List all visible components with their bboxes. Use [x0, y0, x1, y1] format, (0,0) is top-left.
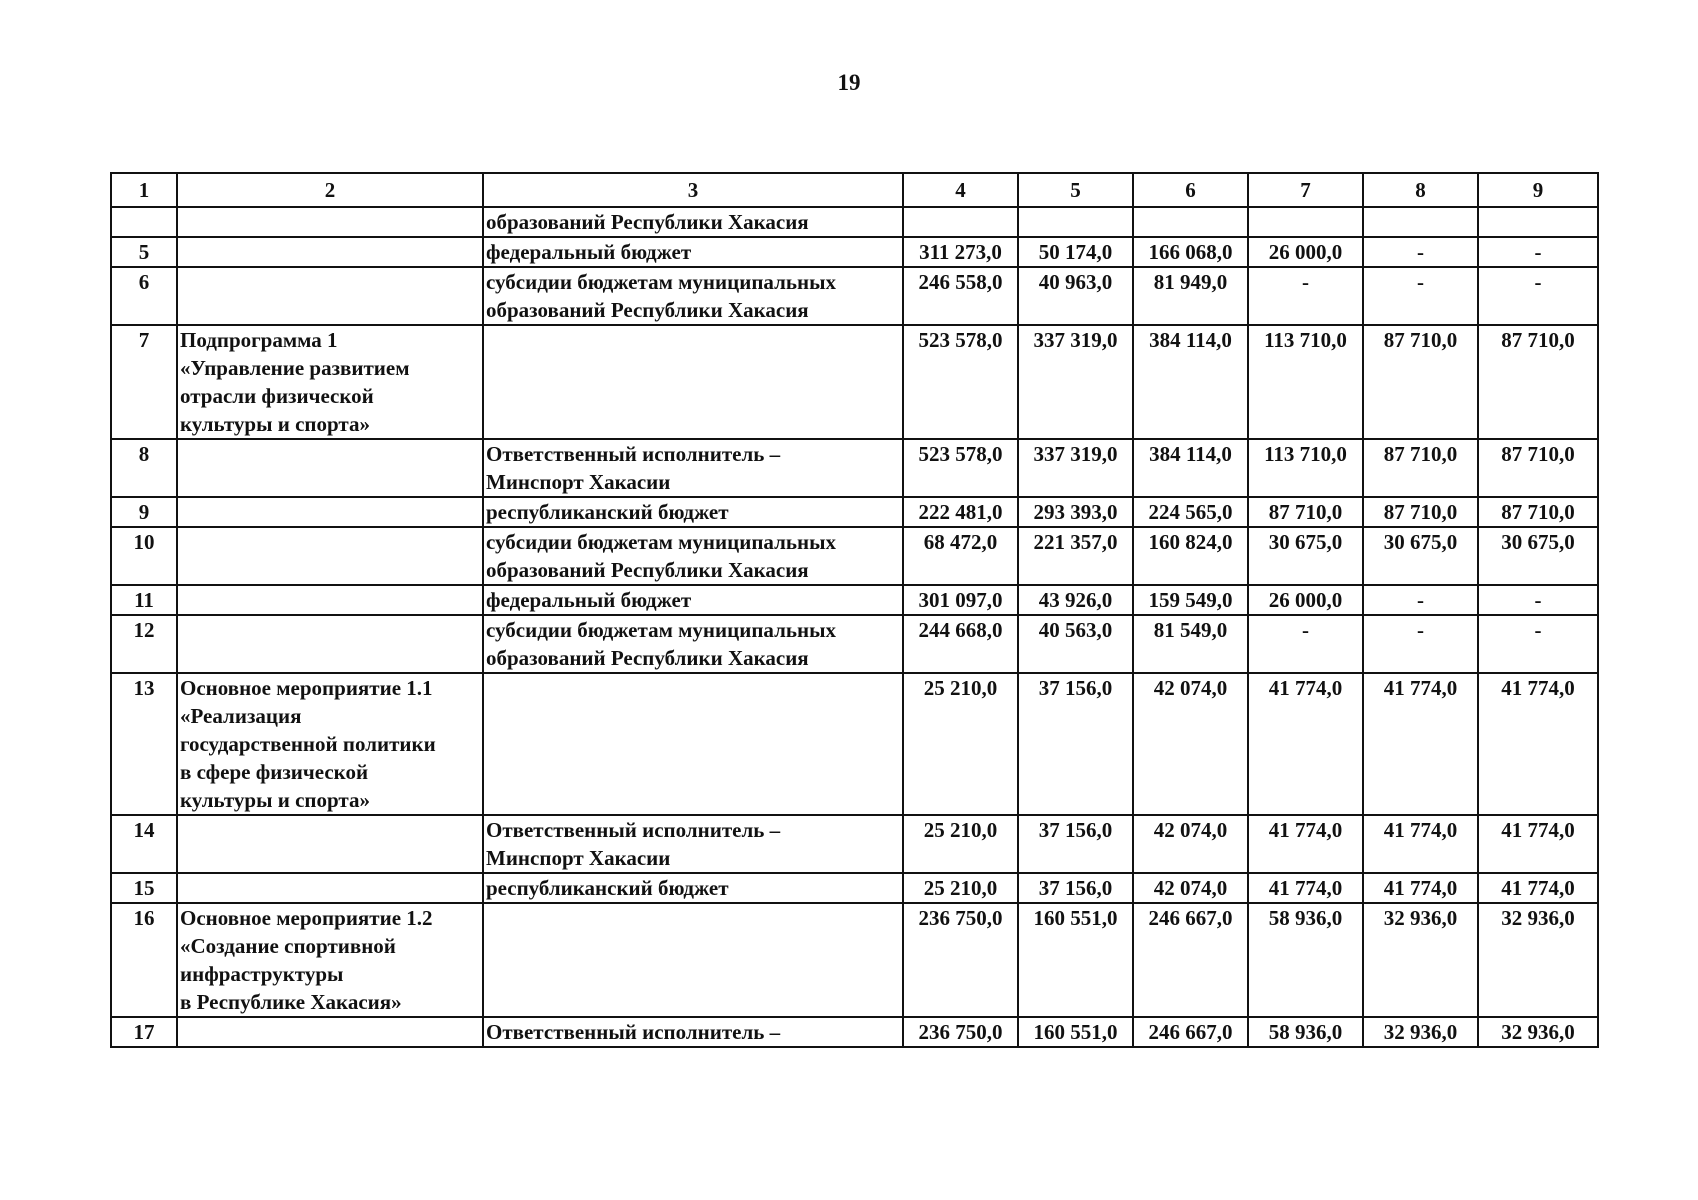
amount-cell: -: [1478, 267, 1598, 325]
funding-source-cell: [483, 903, 903, 1017]
amount-cell: 166 068,0: [1133, 237, 1248, 267]
amount-cell: 42 074,0: [1133, 815, 1248, 873]
program-name-cell: [177, 497, 483, 527]
amount-cell: 113 710,0: [1248, 325, 1363, 439]
amount-cell: 37 156,0: [1018, 873, 1133, 903]
amount-cell: 32 936,0: [1478, 903, 1598, 1017]
amount-cell: 224 565,0: [1133, 497, 1248, 527]
program-name-cell: [177, 873, 483, 903]
amount-cell: -: [1478, 585, 1598, 615]
amount-cell: 41 774,0: [1363, 673, 1478, 815]
column-header: 9: [1478, 173, 1598, 207]
row-number-cell: 10: [111, 527, 177, 585]
amount-cell: 50 174,0: [1018, 237, 1133, 267]
amount-cell: [1248, 207, 1363, 237]
program-name-cell: Подпрограмма 1 «Управление развитием отрасли физической культуры и спорта»: [177, 325, 483, 439]
funding-source-cell: Ответственный исполнитель –: [483, 1017, 903, 1047]
amount-cell: 58 936,0: [1248, 1017, 1363, 1047]
program-name-cell: [177, 527, 483, 585]
program-name-cell: [177, 585, 483, 615]
amount-cell: 40 963,0: [1018, 267, 1133, 325]
amount-cell: 37 156,0: [1018, 815, 1133, 873]
row-number-cell: 14: [111, 815, 177, 873]
amount-cell: 41 774,0: [1248, 873, 1363, 903]
amount-cell: 26 000,0: [1248, 585, 1363, 615]
amount-cell: 160 551,0: [1018, 903, 1133, 1017]
amount-cell: 40 563,0: [1018, 615, 1133, 673]
table-row: [111, 585, 1598, 615]
program-name-cell: [177, 615, 483, 673]
table-row: [111, 815, 1598, 873]
amount-cell: 236 750,0: [903, 1017, 1018, 1047]
amount-cell: 293 393,0: [1018, 497, 1133, 527]
amount-cell: 41 774,0: [1478, 815, 1598, 873]
amount-cell: 41 774,0: [1248, 673, 1363, 815]
funding-source-cell: субсидии бюджетам муниципальных образований Республики Хакасия: [483, 615, 903, 673]
amount-cell: 81 549,0: [1133, 615, 1248, 673]
funding-source-cell: [483, 673, 903, 815]
amount-cell: 42 074,0: [1133, 673, 1248, 815]
row-number-cell: [111, 207, 177, 237]
amount-cell: 68 472,0: [903, 527, 1018, 585]
table-row: [111, 903, 1598, 1017]
funding-source-cell: Ответственный исполнитель – Минспорт Хакасии: [483, 439, 903, 497]
table-row: [111, 615, 1598, 673]
row-number-cell: 16: [111, 903, 177, 1017]
amount-cell: 160 824,0: [1133, 527, 1248, 585]
row-number-cell: 8: [111, 439, 177, 497]
funding-source-cell: Ответственный исполнитель – Минспорт Хакасии: [483, 815, 903, 873]
table-row: [111, 207, 1598, 237]
table-row: [111, 873, 1598, 903]
amount-cell: 32 936,0: [1363, 1017, 1478, 1047]
table-header-row: [111, 173, 1598, 207]
amount-cell: 301 097,0: [903, 585, 1018, 615]
funding-source-cell: республиканский бюджет: [483, 497, 903, 527]
amount-cell: 41 774,0: [1363, 873, 1478, 903]
amount-cell: 221 357,0: [1018, 527, 1133, 585]
row-number-cell: 17: [111, 1017, 177, 1047]
column-header: 2: [177, 173, 483, 207]
row-number-cell: 13: [111, 673, 177, 815]
page-number: 19: [837, 70, 861, 95]
amount-cell: 159 549,0: [1133, 585, 1248, 615]
amount-cell: -: [1363, 585, 1478, 615]
table-row: [111, 237, 1598, 267]
amount-cell: [903, 207, 1018, 237]
amount-cell: 337 319,0: [1018, 439, 1133, 497]
amount-cell: 246 558,0: [903, 267, 1018, 325]
amount-cell: 30 675,0: [1363, 527, 1478, 585]
amount-cell: 246 667,0: [1133, 1017, 1248, 1047]
amount-cell: 87 710,0: [1363, 325, 1478, 439]
amount-cell: 26 000,0: [1248, 237, 1363, 267]
column-header: 7: [1248, 173, 1363, 207]
column-header: 3: [483, 173, 903, 207]
column-header: 4: [903, 173, 1018, 207]
row-number-cell: 7: [111, 325, 177, 439]
amount-cell: 87 710,0: [1478, 497, 1598, 527]
table-row: [111, 267, 1598, 325]
amount-cell: 384 114,0: [1133, 325, 1248, 439]
funding-source-cell: [483, 325, 903, 439]
amount-cell: 523 578,0: [903, 439, 1018, 497]
amount-cell: -: [1363, 615, 1478, 673]
budget-table: [110, 172, 1599, 1048]
amount-cell: 43 926,0: [1018, 585, 1133, 615]
amount-cell: -: [1363, 267, 1478, 325]
program-name-cell: [177, 815, 483, 873]
table-row: [111, 527, 1598, 585]
amount-cell: 30 675,0: [1248, 527, 1363, 585]
row-number-cell: 9: [111, 497, 177, 527]
amount-cell: 30 675,0: [1478, 527, 1598, 585]
funding-source-cell: субсидии бюджетам муниципальных образований Республики Хакасия: [483, 527, 903, 585]
table-row: [111, 1017, 1598, 1047]
amount-cell: 87 710,0: [1478, 325, 1598, 439]
column-header: 1: [111, 173, 177, 207]
amount-cell: [1018, 207, 1133, 237]
amount-cell: 25 210,0: [903, 873, 1018, 903]
amount-cell: 384 114,0: [1133, 439, 1248, 497]
program-name-cell: [177, 267, 483, 325]
funding-source-cell: федеральный бюджет: [483, 237, 903, 267]
program-name-cell: [177, 237, 483, 267]
amount-cell: 160 551,0: [1018, 1017, 1133, 1047]
amount-cell: 87 710,0: [1248, 497, 1363, 527]
funding-source-cell: образований Республики Хакасия: [483, 207, 903, 237]
amount-cell: 244 668,0: [903, 615, 1018, 673]
program-name-cell: Основное мероприятие 1.1 «Реализация государственной политики в сфере физической культуры и спорта»: [177, 673, 483, 815]
row-number-cell: 12: [111, 615, 177, 673]
row-number-cell: 15: [111, 873, 177, 903]
amount-cell: 222 481,0: [903, 497, 1018, 527]
amount-cell: [1478, 207, 1598, 237]
table-row: [111, 673, 1598, 815]
table-row: [111, 497, 1598, 527]
amount-cell: 81 949,0: [1133, 267, 1248, 325]
amount-cell: 41 774,0: [1248, 815, 1363, 873]
table-row: [111, 325, 1598, 439]
amount-cell: -: [1363, 237, 1478, 267]
program-name-cell: [177, 1017, 483, 1047]
row-number-cell: 5: [111, 237, 177, 267]
amount-cell: 25 210,0: [903, 815, 1018, 873]
amount-cell: 32 936,0: [1363, 903, 1478, 1017]
amount-cell: 42 074,0: [1133, 873, 1248, 903]
funding-source-cell: федеральный бюджет: [483, 585, 903, 615]
column-header: 6: [1133, 173, 1248, 207]
row-number-cell: 6: [111, 267, 177, 325]
amount-cell: 236 750,0: [903, 903, 1018, 1017]
amount-cell: 41 774,0: [1478, 673, 1598, 815]
amount-cell: 311 273,0: [903, 237, 1018, 267]
amount-cell: 87 710,0: [1363, 439, 1478, 497]
funding-source-cell: субсидии бюджетам муниципальных образований Республики Хакасия: [483, 267, 903, 325]
funding-source-cell: республиканский бюджет: [483, 873, 903, 903]
row-number-cell: 11: [111, 585, 177, 615]
amount-cell: 87 710,0: [1478, 439, 1598, 497]
amount-cell: 87 710,0: [1363, 497, 1478, 527]
program-name-cell: [177, 439, 483, 497]
amount-cell: [1133, 207, 1248, 237]
amount-cell: -: [1248, 615, 1363, 673]
amount-cell: 113 710,0: [1248, 439, 1363, 497]
amount-cell: 246 667,0: [1133, 903, 1248, 1017]
amount-cell: 25 210,0: [903, 673, 1018, 815]
column-header: 8: [1363, 173, 1478, 207]
amount-cell: 32 936,0: [1478, 1017, 1598, 1047]
program-name-cell: [177, 207, 483, 237]
amount-cell: -: [1248, 267, 1363, 325]
table-row: [111, 439, 1598, 497]
amount-cell: -: [1478, 237, 1598, 267]
amount-cell: -: [1478, 615, 1598, 673]
amount-cell: 37 156,0: [1018, 673, 1133, 815]
program-name-cell: Основное мероприятие 1.2 «Создание спортивной инфраструктуры в Республике Хакасия»: [177, 903, 483, 1017]
amount-cell: 523 578,0: [903, 325, 1018, 439]
column-header: 5: [1018, 173, 1133, 207]
amount-cell: 58 936,0: [1248, 903, 1363, 1017]
amount-cell: 41 774,0: [1363, 815, 1478, 873]
amount-cell: 337 319,0: [1018, 325, 1133, 439]
amount-cell: [1363, 207, 1478, 237]
amount-cell: 41 774,0: [1478, 873, 1598, 903]
